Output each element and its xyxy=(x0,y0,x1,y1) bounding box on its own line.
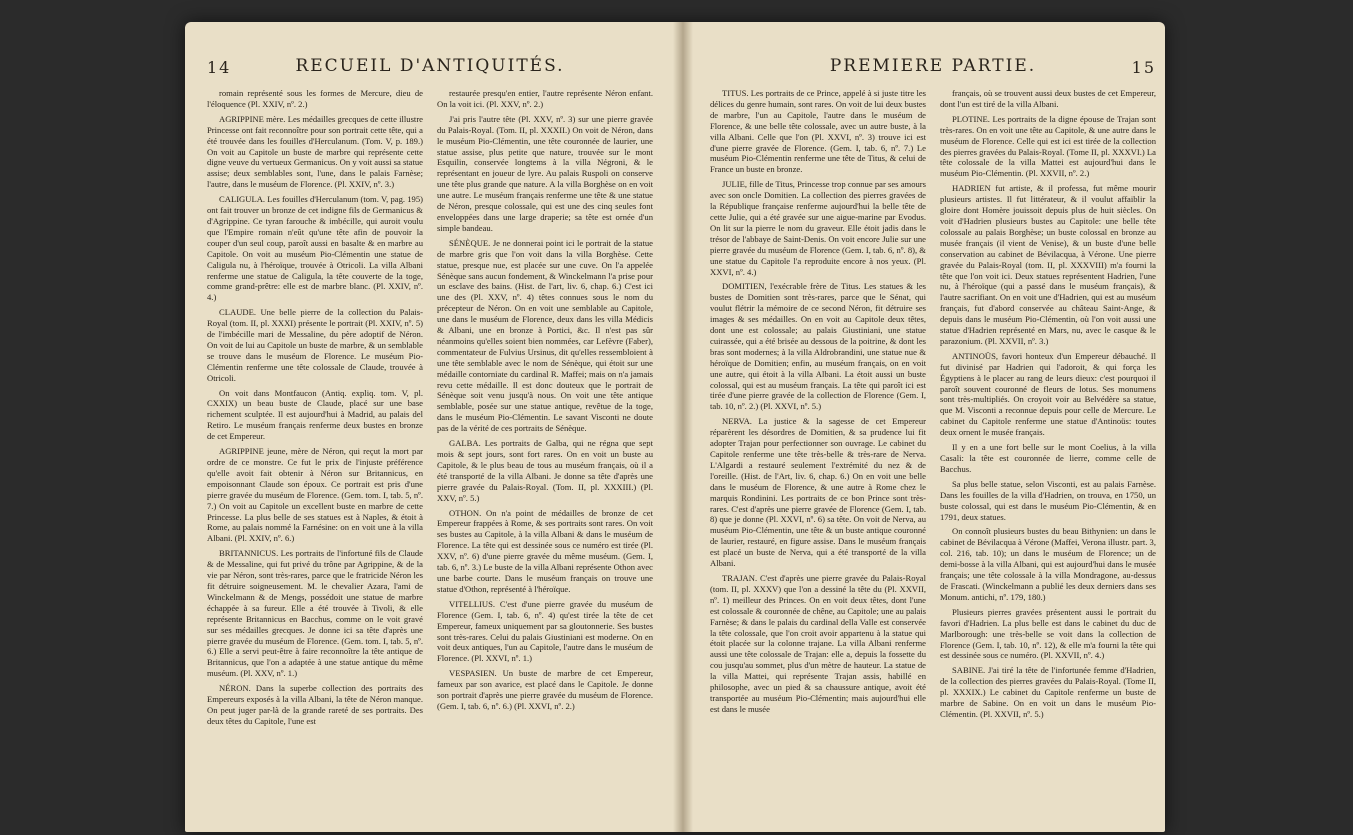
paragraph: HADRIEN fut artiste, & il professa, fut même mourir plusieurs artistes. Il fut littérateur, & il voulut affaiblir la gloire dont Homère jouissoit depuis plus de huit siècles. On voit d'Hadrien plusieurs bustes au Capitole: une belle tête colossale au palais Borghèse; un buste colossal en bronze au musée français (il vient de Venise), & un buste d'une belle conservation au cabinet de Bévilacqua, à Vérone. Une pierre gravée du Palais-Royal (tom. II, pl. XXXVIII) m'a fourni la tête que l'on voit ici. Deux statues représentent Hadrien, l'une nu, à l'héroïque (qui a passé dans le muséum français), & l'autre sacrifiant. On en voit une d'Hadrien, qui est au muséum français, fut d'abord conservée au château Saint-Ange, & depuis dans le muséum Pio-Clémentin, où l'on voit aussi une statue d'Hadrien représenté en Mars, nu, avec le casque & le parazonium. (Pl. XXVII, nº. 3.) xyxy=(940,183,1156,346)
right-page-header xyxy=(710,56,1156,82)
book-spread xyxy=(185,22,1165,832)
left-column-1 xyxy=(207,88,423,818)
paragraph: Plusieurs pierres gravées présentent aussi le portrait du favori d'Hadrien. La plus belle est dans le cabinet du duc de Marlborough: une très-belle se voit dans la collection de Florence (Gem. I, tab. 10, nº. 12), & elle m'a fourni la tête qui est dessinée sous ce numéro. (Pl. XXVII, nº. 4.) xyxy=(940,606,1156,661)
page-number: 15 xyxy=(1131,58,1156,77)
paragraph: restaurée presqu'en entier, l'autre représente Néron enfant. On la voit ici. (Pl. XXV, nº. 2.) xyxy=(437,88,653,109)
paragraph: On connoît plusieurs bustes du beau Bithynien: un dans le cabinet de Bévilacqua à Vérone (Maffei, Verona illustr. part. 3, col. 216, tab. 10); un dans le muséum de Florence; un de demi-bosse à la villa Albani, qui est aujourd'hui dans le musée français; une tête colossale à la villa Mondragone, au-dessus de Frascati. (Winckelmann a publié les deux derniers dans ses Monum. antichi, nº. 179, 180.) xyxy=(940,526,1156,602)
paragraph: AGRIPPINE jeune, mère de Néron, qui reçut la mort par ordre de ce monstre. Ce fut le prix de l'injuste préférence qu'elle avoit fait obtenir à Néron sur Britannicus, en empoisonnant Claude son époux. Ce portrait est pris d'une pierre gravée du muséum de Florence. (Gem. tom. I, tab. 5, nº. 7.) On voit au Capitole un excellent buste en marbre de cette Princesse. La plus belle de ses statues est à Naples, & étoit à Rome, au palais nommé la Farnésine: on en voit une à la villa Albani. (Pl. XXIV, nº. 6.) xyxy=(207,446,423,544)
paragraph: J'ai pris l'autre tête (Pl. XXV, nº. 3) sur une pierre gravée du Palais-Royal. (Tom. II, pl. XXXII.) On voit de Néron, dans le muséum Pio-Clémentin, une tête couronnée de laurier, une statue assise, plus petite que nature, trouvée sur le mont Esquilin, conservée longtems à la villa Négroni, & le représentant en joueur de lyre. Au palais Ruspoli on conserve une tête plus grande que nature. A la villa Borghèse on en voit une autre. Le muséum français renferme une tête & une statue de Néron, presque colossale, qui est une des cinq seules font enveloppées dans une large draperie; sa tête est ornée d'un simple bandeau. xyxy=(437,113,653,233)
paragraph: romain représenté sous les formes de Mercure, dieu de l'éloquence (Pl. XXIV, nº. 2.) xyxy=(207,88,423,109)
paragraph: NERVA. La justice & la sagesse de cet Empereur réparèrent les désordres de Domitien, & sa prudence lui fit adopter Trajan pour perfectionner son ouvrage. Le cabinet du Capitole renferme une tête très-belle & très-rare de Nerva. L'Algardi a restauré seulement l'extrémité du nez & de l'oreille. (Hist. de l'Art, liv. 6, chap. 6.) On en voit une belle dans le muséum de Florence, & une autre à Rome chez le marquis Rondinini. Les portraits de ce bon Prince sont très-rares. C'est d'après une pierre gravée de Florence (Gem. I, tab. 8) que je donne (Pl. XXVI, nº. 6) sa tête. On voit de Nerva, au muséum Pio-Clémentin, une tête & un buste antique couronné de laurier, restauré, en figure assise. Dans le muséum français est placé un buste de Nerva, qui a été transporté de la villa Albani. xyxy=(710,416,926,569)
right-column-1 xyxy=(710,88,926,818)
left-page xyxy=(207,56,653,826)
paragraph: BRITANNICUS. Les portraits de l'infortuné fils de Claude & de Messaline, qui fut privé du trône par Agrippine, & de la vie par Néron, sont très-rares, parce que le fratricide Néron les fit détruire soigneusement. M. le chevalier Azara, l'ami de Winckelmann & de Mengs, possédoit une statue de marbre échappée à sa fureur. Elle a été trouvée à Tivoli, & elle représente Britannicus en Bacchus, comme on le voit gravé sur ses médailles grecques. Je donne ici sa tête d'après une pierre gravée du muséum de Florence. (Gem. tom. I, tab. 5, nº. 6.) Elle a servi peut-être à faire reconnoître la tête antique de Britannicus, que l'on a adaptée à une statue antique du même muséum. (Pl. XXV, nº. 1.) xyxy=(207,548,423,679)
paragraph: VITELLIUS. C'est d'une pierre gravée du muséum de Florence (Gem. I, tab. 6, nº. 4) qu'est tirée la tête de cet Empereur, fameux uniquement par sa gloutonnerie. Ses bustes sont très-rares. Celui du palais Giustiniani est moderne. On en voit deux antiques, l'un au Capitole, l'autre dans le muséum de Florence. (Pl. XXVI, nº. 1.) xyxy=(437,598,653,664)
paragraph: Il y en a une fort belle sur le mont Coelius, à la villa Casali: la tête est couronnée de lierre, comme celle de Bacchus. xyxy=(940,442,1156,474)
paragraph: GALBA. Les portraits de Galba, qui ne régna que sept mois & sept jours, sont fort rares. On en voit un buste au Capitole, & le plus beau de tous au muséum français, où il a été transporté de la villa Albani. Je donne sa tête d'après une pierre gravée du Palais-Royal. (Tom. II, pl. XXXIII.) (Pl. XXV, nº. 5.) xyxy=(437,438,653,503)
paragraph: DOMITIEN, l'exécrable frère de Titus. Les statues & les bustes de Domitien sont très-rares, parce que le Sénat, qui voulut flétrir la mémoire de ce second Néron, fit détruire ses images & ses médailles. On en voit au Capitole deux têtes, dont une est colossale; au palais Giustiniani, une statue cuirassée, qui a été brisée au dessous de la poitrine, & dont les bras sont modernes; à la villa Aldrobrandini, une statue nue & héroïque de Domitien; enfin, au muséum français, on en voit une autre, qui étoit à la villa Albani. La étoit aussi un buste colossal, qui est au muséum français. La tête qui paroît ici est tirée d'une pierre gravée de la collection de Florence (Gem. I, tab. 10, nº. 2.) (Pl. XXVI, nº. 5.) xyxy=(710,281,926,412)
paragraph: CLAUDE. Une belle pierre de la collection du Palais-Royal (tom. II, pl. XXXI) présente le portrait (Pl. XXIV, nº. 5) de l'imbécille mari de Messaline, du père adoptif de Néron. On voit de lui au Capitole un buste de marbre, & un semblable se trouve dans le muséum de Florence. Le muséum Pio-Clémentin renferme une tête colossale de Claude, trouvée à Otricoli. xyxy=(207,307,423,383)
paragraph: CALIGULA. Les fouilles d'Herculanum (tom. V, pag. 195) ont fait trouver un bronze de cet indigne fils de Germanicus & d'Agrippine. Ce tyran farouche & imbécille, qui auroit voulu que l'Empire romain n'eût qu'une tête afin de pouvoir la couper d'un seul coup, paroît aussi en basalte & en marbre au Capitole. On voit au muséum Pio-Clémentin une statue de Caligula nu, à l'héroïque, trouvée à Otricoli. La villa Albani renferme une statue de Caligula, la tête couverte de la toge, comme grand-prêtre: elle est de marbre blanc. (Pl. XXIV, nº. 4.) xyxy=(207,194,423,303)
paragraph: TITUS. Les portraits de ce Prince, appelé à si juste titre les délices du genre humain, sont rares. On voit de lui deux bustes de marbre, l'un au Capitole, l'autre dans le muséum de Florence, & une belle tête colossale, avec un autre buste, à la villa Albani. Celle que l'on (Pl. XXVI, nº. 3) trouve ici est d'une pierre gravée de Florence. (Gem. I, tab. 6, nº. 7.) Le muséum Pio-Clémentin renferme une tête de Titus, & celui de France un buste en bronze. xyxy=(710,88,926,175)
left-column-2 xyxy=(437,88,653,818)
running-head: PREMIERE PARTIE. xyxy=(829,56,1037,76)
paragraph: VESPASIEN. Un buste de marbre de cet Empereur, fameux par son avarice, est placé dans le Capitole. Je donne son portrait d'après une pierre gravée du muséum de Florence. (Gem. I, tab. 6, nº. 6.) (Pl. XXVI, nº. 2.) xyxy=(437,668,653,711)
paragraph: SABINE. J'ai tiré la tête de l'infortunée femme d'Hadrien, de la collection des pierres gravées du Palais-Royal. (Tome II, pl. XXXIX.) Le cabinet du Capitole renferme un buste de marbre de Sabine. On en voit un dans le muséum Pio-Clémentin. (Pl. XXVII, nº. 5.) xyxy=(940,665,1156,719)
paragraph: NÉRON. Dans la superbe collection des portraits des Empereurs exposés à la villa Albani, la tête de Néron manque. On peut juger par-là de la grande rareté de ses portraits. Des deux têtes du Capitole, l'une est xyxy=(207,683,423,726)
book-gutter xyxy=(673,22,693,832)
paragraph: TRAJAN. C'est d'après une pierre gravée du Palais-Royal (tom. II, pl. XXXV) que l'on a dessiné la tête du (Pl. XXVII, nº. 1) meilleur des Princes. On en voit deux têtes, dont l'une est colossale & couronnée de chêne, au Capitole; une au palais Farnèse; & dans le palais du cardinal della Valle est conservée la tête colossale, que l'on croit avoir appartenu à la statue qui étoit placée sur la colonne trajane. La villa Albani renferme aussi une tête colossale de Trajan: elle a, depuis la fossette du cou jusqu'au sommet, plus d'un mètre de hauteur. La statue de la villa Mattei, qui représente Trajan assis, habillé en philosophe, avec un pied & sa chaussure antique, avoit été transportée au muséum Pio-Clémentin; mais aujourd'hui elle est dans le musée xyxy=(710,572,926,714)
page-number: 14 xyxy=(207,58,232,77)
paragraph: PLOTINE. Les portraits de la digne épouse de Trajan sont très-rares. On en voit une tête au Capitole, & une autre dans le muséum de Florence. Celle qui est ici est tirée de la collection des pierres gravées du Palais-Royal. (Tome II, pl. XXXVI.) La tête colossale de la villa Mattei est aujourd'hui dans le muséum Pio-Clémentin. (Pl. XXVII, nº. 2.) xyxy=(940,113,1156,179)
paragraph: OTHON. On n'a point de médailles de bronze de cet Empereur frappées à Rome, & ses portraits sont rares. On voit ses bustes au Capitole, à la villa Albani & dans le muséum de Florence. La tête qui est dessinée sous ce numéro est tirée (Pl. XXV, nº. 6) d'une pierre gravée du même muséum. (Gem. I, tab. 6, nº. 3.) Le buste de la villa Albani représente Othon avec une barbe courte. Dans le muséum français on trouve une statue d'Othon, représenté à l'héroïque. xyxy=(437,507,653,594)
paragraph: Sa plus belle statue, selon Visconti, est au palais Farnèse. Dans les fouilles de la villa d'Hadrien, on trouva, en 1750, un buste colossal, qui est dans le muséum Pio-Clémentin, & en 1791, deux statues. xyxy=(940,478,1156,522)
paragraph: JULIE, fille de Titus, Princesse trop connue par ses amours avec son oncle Domitien. La collection des pierres gravées de la République française renferme aujourd'hui la belle tête de cette Julie, qui a été gravée sur une aigue-marine par Evodus. On lit sur la pierre le nom du graveur. Elle étoit jadis dans le trésor de l'abbaye de Saint-Denis. On voit encore Julie sur une pierre gravée du muséum de Florence (Gem. I, tab. 6, nº. 8), & une statue du Capitole l'a reproduite encore à nos yeux. (Pl. XXVI, nº. 4.) xyxy=(710,179,926,277)
paragraph: AGRIPPINE mère. Les médailles grecques de cette illustre Princesse ont fait reconnoître pour son portrait cette tête, qui a été trouvée dans les fouilles d'Herculanum. (Tom. V, p. 189.) On voit au Capitole un buste de marbre qui représente cette digne veuve du vertueux Germanicus. On y voit aussi sa statue assise; deux semblables sont, l'une, dans le palais Farnèse; l'autre, dans le muséum de Florence. (Pl. XXIV, nº. 3.) xyxy=(207,113,423,190)
running-head: RECUEIL D'ANTIQUITÉS. xyxy=(295,56,565,76)
right-page xyxy=(710,56,1156,826)
paragraph: On voit dans Montfaucon (Antiq. expliq. tom. V, pl. CXXIX) un beau buste de Claude, placé sur une base richement sculptée. Il est aujourd'hui à Madrid, au palais del Retiro. Le muséum français renferme deux bustes en bronze de cet Empereur. xyxy=(207,387,423,442)
paragraph: SÉNÈQUE. Je ne donnerai point ici le portrait de la statue de marbre gris que l'on voit dans la villa Borghèse. Cette statue, presque nue, est placée sur une cuve. On l'a appelée Sénèque sans aucun fondement, & Winckelmann l'a prise pour un esclave des bains. (Hist. de l'art, liv. 6, chap. 6.) C'est ici une des (Pl. XXV, nº. 4) têtes connues sous le nom du précepteur de Néron. On en voit une semblable au Capitole, une dans le muséum de Florence, deux dans les villa Médicis & Albani, une en bronze à Portici, &c. Il n'est pas sûr néanmoins qu'elles soient bien nommées, car Lefèvre (Faber), commentateur de Fulvius Ursinus, dit qu'elles ressembloient à une tête semblable avec le nom de Sénèque, qui étoit sur une médaille contorniate du cardinal R. Maffei; mais on n'a jamais revu cette médaille. Il est donc douteux que le portrait de Sénèque soit venu jusqu'à nous. On voit une tête antique semblable, posée sur une statue antique, revêtue de la toge, dans le muséum Pio-Clémentin. Le savant Visconti ne doute pas de la vérité de ces portraits de Sénèque. xyxy=(437,237,653,434)
paragraph: ANTINOÜS, favori honteux d'un Empereur débauché. Il fut divinisé par Hadrien qui l'adoroit, & qui força les Égyptiens à le placer au rang de leurs dieux: c'est pourquoi il paroît souvent couronné de fleurs de lotus. Ses monumens sont très-multipliés. On croyoit voir au Belvédère sa statue, que M. Visconti a reconnue depuis pour celle de Mercure. Le cabinet du Capitole renferme une statue d'Antinoüs: toutes deux ornent le musée français. xyxy=(940,350,1156,438)
left-page-header xyxy=(207,56,653,82)
paragraph: français, où se trouvent aussi deux bustes de cet Empereur, dont l'un est tiré de la villa Albani. xyxy=(940,88,1156,109)
right-column-2 xyxy=(940,88,1156,818)
